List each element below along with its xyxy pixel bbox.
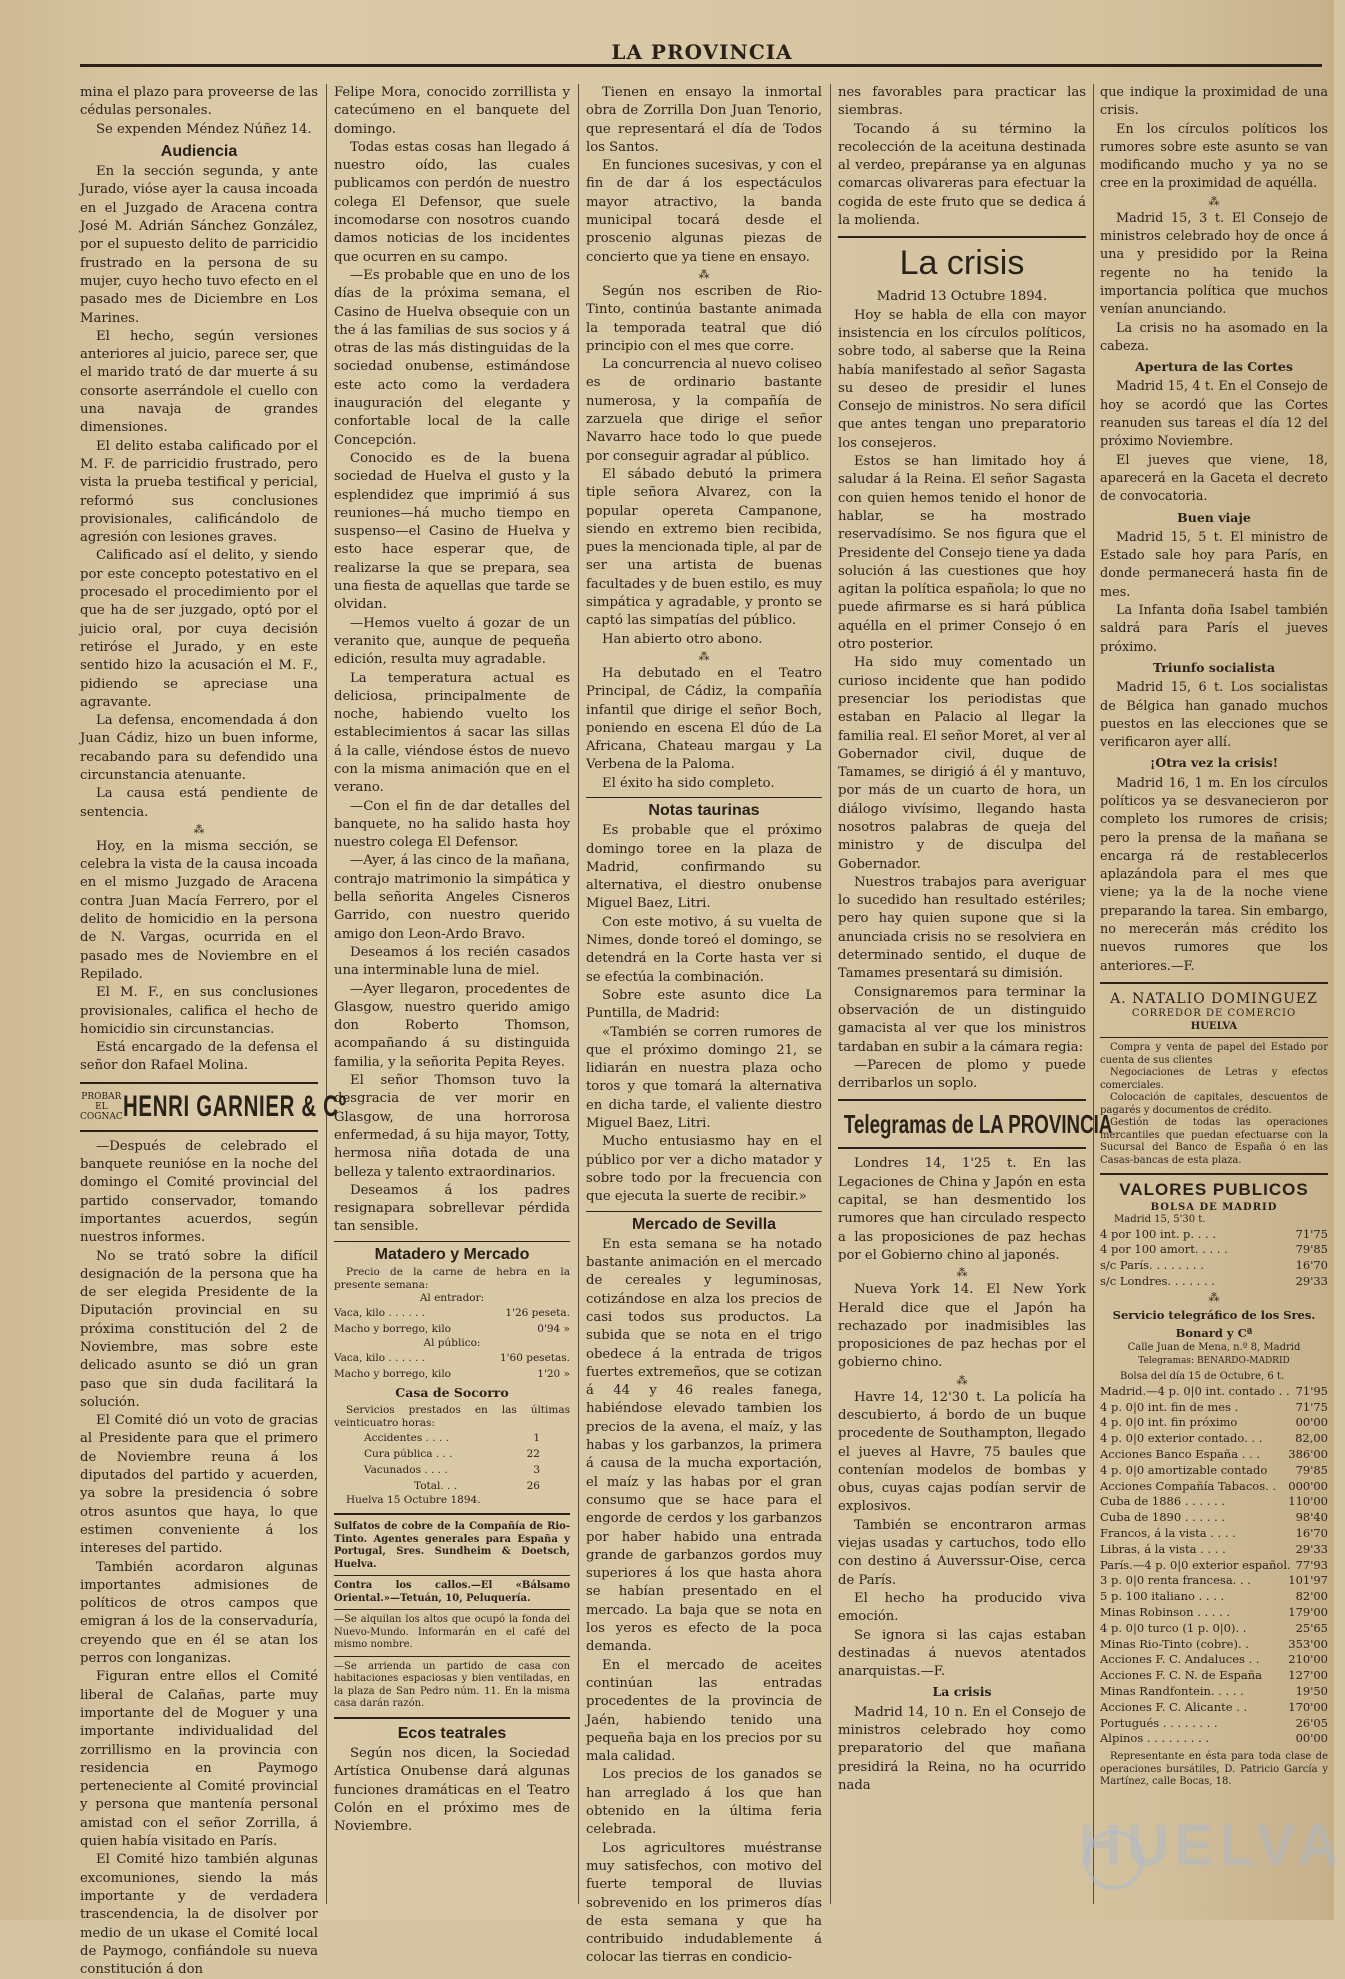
- column-separator: [1093, 84, 1094, 1904]
- paragraph: Los precios de los ganados se han arreglado á los que han obtenido en la última feria celebrada.: [586, 1767, 822, 1838]
- bolsa-table: [1100, 1227, 1328, 1290]
- quote-value: 210'00: [1288, 1652, 1328, 1667]
- paragraph: Tocando á su término la recolección de la aceituna destinada al verdeo, prepáranse ya en algunas comarcas olivareras para efectuar la cogida de este fruto que se dedica á la molienda.: [838, 121, 1086, 229]
- dateline: Huelva 15 Octubre 1894.: [346, 1494, 481, 1507]
- quote-value: 110'00: [1288, 1494, 1328, 1509]
- paragraph: mina el plazo para proveerse de las cédulas personales.: [80, 85, 318, 119]
- cognac-advertisement: [80, 1089, 347, 1123]
- paragraph: —Después de celebrado el banquete reunióse en la noche del domingo el Comité provincial del partido conservador, tomando importantes acuerdos, según nuestros informes.: [80, 1138, 318, 1246]
- paragraph: La Infanta doña Isabel también saldrá para París el jueves próximo.: [1100, 603, 1328, 655]
- divider: [586, 797, 822, 798]
- paragraph: En la sección segunda, y ante Jurado, vióse ayer la causa incoada en el Juzgado de Aracena contra José M. Adrián Sánchez González, por el supuesto delito de parricidio frustrado en la persona de su mujer, cuyo hecho tuvo efecto en el pasado mes de Diciembre en Los Marines.: [80, 164, 318, 326]
- price-value: 1'26 peseta.: [505, 1307, 570, 1319]
- divider: [334, 1513, 570, 1515]
- quote-value: 386'00: [1288, 1447, 1328, 1462]
- paragraph: En el mercado de aceites continúan las entradas procedentes de la provincia de Jaén, habiendo tenido una pequeña baja en los precios por su mala calidad.: [586, 1657, 822, 1765]
- paragraph: Estos se han limitado hoy á saludar á la Reina. El señor Sagasta con quien hemos tenido el honor de hablar, se ha mostrado reservadísimo. Se nos figura que el Presidente del Consejo tiene ya dada solución á las cuestiones que hoy agitan la política española; lo que no puede afirmarse es si hará pública aquélla en el primer Consejo ó en otro posterior.: [838, 454, 1086, 653]
- paragraph: Se ignora si las cajas estaban destinadas á nuevos atentados anarquistas.—F.: [838, 1627, 1086, 1680]
- divider: [1100, 1037, 1328, 1038]
- quote-value: 00'00: [1295, 1415, 1328, 1430]
- quote-value: 101'97: [1288, 1573, 1328, 1588]
- quote-label: 4 p. 0|0 amortizable contado: [1100, 1462, 1268, 1477]
- section-heading-otra-crisis: ¡Otra vez la crisis!: [1149, 755, 1279, 771]
- price-label: Macho y borrego, kilo: [334, 1323, 451, 1335]
- divider: [838, 1147, 1086, 1149]
- telegraph-service-heading: Servicio telegráfico de los Sres. Bonard y Cª: [1112, 1307, 1316, 1341]
- paragraph: Deseamos á los recién casados una interminable luna de miel.: [334, 944, 570, 979]
- paragraph: Sobre este asunto dice La Puntilla, de Madrid:: [586, 987, 822, 1022]
- quote-value: 77'93: [1295, 1557, 1328, 1572]
- quote-row: [1100, 1400, 1328, 1416]
- divider: [80, 1082, 318, 1084]
- quote-row: [1100, 1227, 1328, 1243]
- bolsa-heading: BOLSA DE MADRID: [1150, 1201, 1278, 1213]
- section-heading-crisis: La crisis: [899, 244, 1025, 283]
- paragraph: nes favorables para practicar las siembras.: [838, 85, 1086, 119]
- divider: [334, 1609, 570, 1610]
- paragraph: —Parecen de plomo y puede derribarlos un soplo.: [838, 1057, 1086, 1092]
- quote-label: Cuba de 1886 . . . . . .: [1100, 1494, 1226, 1509]
- section-heading-cortes: Apertura de las Cortes: [1135, 359, 1293, 375]
- stat-total-row: [334, 1478, 570, 1494]
- quote-label: Acciones Banco España . . .: [1100, 1447, 1261, 1462]
- telegraph-address: Calle Juan de Mena, n.º 8, Madrid: [1127, 1342, 1301, 1354]
- ad-broker-name: A. NATALIO DOMINGUEZ: [1110, 990, 1318, 1007]
- section-heading-mercado: Mercado de Sevilla: [631, 1215, 777, 1233]
- quote-row: [1100, 1668, 1328, 1684]
- quote-label: 4 p. 0|0 turco (1 p. 0|0). .: [1100, 1620, 1247, 1635]
- quote-value: 16'70: [1295, 1526, 1328, 1540]
- divider: [334, 1241, 570, 1242]
- asterism-divider: ⁂: [698, 267, 710, 281]
- paragraph: El Comité dió un voto de gracias al Presidente para que el primero de Noviembre reuna á los diputados del partido y acuerden, ya sobre la presidencia ó sobre otros asuntos que haya, lo que estimen conveniente á los intereses del partido.: [80, 1413, 318, 1557]
- quote-label: 4 p. 0|0 int. fin de mes .: [1100, 1399, 1239, 1414]
- paragraph: que indique la proximidad de una crisis.: [1100, 85, 1328, 119]
- stat-row: [334, 1430, 570, 1446]
- stat-row: [334, 1446, 570, 1462]
- quote-label: Minas Rio-Tinto (cobre). .: [1100, 1636, 1249, 1651]
- section-heading-taurinas: Notas taurinas: [648, 801, 760, 819]
- ad-line: Compra y venta de papel del Estado por cuenta de sus clientes: [1100, 1042, 1328, 1066]
- socorro-intro: Servicios prestados en las últimas veinticuatro horas:: [334, 1404, 570, 1430]
- divider: [334, 1656, 570, 1657]
- quote-label: Cuba de 1890 . . . . . .: [1100, 1510, 1226, 1525]
- classified-ad: —Se alquilan los altos que ocupó la fonda del Nuevo-Mundo. Informarán en el café del mismo nombre.: [334, 1614, 570, 1651]
- quote-value: 79'85: [1295, 1242, 1328, 1257]
- price-value: 1'60 pesetas.: [499, 1352, 570, 1364]
- paragraph: La causa está pendiente de sentencia.: [80, 786, 318, 820]
- paragraph: Madrid 15, 4 t. En el Consejo de hoy se acordó que las Cortes reanuden sus tareas el día 12 del próximo Noviembre.: [1100, 379, 1328, 450]
- quote-label: Portugués . . . . . . . .: [1100, 1715, 1218, 1730]
- quote-row: [1100, 1731, 1328, 1747]
- paragraph: Según nos escriben de Rio-Tinto, continúa bastante animada la temporada teatral que dió principio con el mes que corre.: [586, 283, 822, 354]
- paragraph: La concurrencia al nuevo coliseo es de ordinario bastante numerosa, y la compañía de zarzuela que dirige el señor Navarro hace todo lo que puede por conseguir agradar al público.: [586, 357, 822, 464]
- stat-label: Accidentes . . . .: [364, 1432, 449, 1445]
- quote-row: [1100, 1510, 1328, 1526]
- section-heading-telegramas: Telegramas de LA PROVINCIA: [843, 1109, 1113, 1140]
- ad-line: Colocación de capitales, descuentos de pagarés y documentos de crédito.: [1100, 1092, 1328, 1116]
- telegraph-cable: Telegramas: BENARDO-MADRID: [1138, 1355, 1290, 1366]
- ad-brand: HENRI GARNIER & Cº: [122, 1089, 347, 1123]
- price-row: [334, 1305, 570, 1321]
- quote-value: 170'00: [1288, 1699, 1328, 1714]
- asterism-divider: ⁂: [956, 1266, 968, 1280]
- stat-label: Vacunados . . . .: [364, 1464, 448, 1477]
- paragraph: Con este motivo, á su vuelta de Nimes, donde toreó el domingo, se detendrá en la Corte hasta ver si se efectúa la combinación.: [586, 914, 822, 985]
- column-separator: [578, 84, 579, 1904]
- paragraph: También se encontraron armas viejas usadas y cartuchos, todo ello con destino á Auverssur-Oise, cerca de París.: [838, 1517, 1086, 1588]
- quote-label: Madrid.—4 p. 0|0 int. contado . .: [1100, 1383, 1290, 1398]
- paragraph: Nuestros trabajos para averiguar lo sucedido han resultado estériles; pero hay quien supone que si la anunciada crisis no se resolviera en determinado sentido, el duque de Tamames presentará su dimisión.: [838, 874, 1086, 982]
- stat-value: 3: [533, 1464, 540, 1477]
- quote-value: 26'05: [1295, 1715, 1328, 1730]
- column-1: [80, 84, 347, 1978]
- paragraph: El hecho, según versiones anteriores al juicio, parece ser, que el marido trató de dar muerte á su consorte aserrándole el cuello con una navaja de grandes dimensiones.: [80, 328, 318, 436]
- asterism-divider: ⁂: [698, 649, 710, 663]
- paragraph: Madrid 15, 6 t. Los socialistas de Bélgica han ganado muchos puestos en las elecciones que se verificaron ayer allí.: [1100, 680, 1328, 751]
- column-5: [1100, 84, 1328, 1904]
- paragraph: El delito estaba calificado por el M. F. de parricidio frustrado, pero vista la prueba testifical y pericial, reformó sus conclusiones provisionales, calificándolo de agresión con lesiones graves.: [80, 438, 318, 546]
- stat-value: 26: [526, 1480, 540, 1493]
- quote-label: Francos, á la vista . . . .: [1100, 1526, 1236, 1540]
- masthead: LA PROVINCIA: [611, 40, 793, 64]
- paragraph: Calificado así el delito, y siendo por este concepto potestativo en el procesado el procedimiento por el que ha de ser juzgado, optó por el juicio oral, por cuya decisión retiróse el Jurado, y en este sentido hizo la acusación el M. F., pidiendo se apreciase una agravante.: [80, 548, 318, 710]
- divider: [80, 1130, 318, 1132]
- ad-tagline: PROBAR EL COGNAC: [80, 1091, 123, 1122]
- price-row: [334, 1350, 570, 1366]
- divider: [334, 1717, 570, 1719]
- quote-row: [1100, 1447, 1328, 1463]
- column-3: [586, 84, 822, 1966]
- paragraph: Figuran entre ellos el Comité liberal de Calañas, parte muy importante del de Moguer y una importante individualidad del zorrillismo en la provincia con residencia en Paymogo perteneciente al Comité provincial y persona que mantenía personal amistad con el señor Zorrilla, á quien había visitado en París.: [80, 1669, 318, 1850]
- archive-watermark: HUELVA: [1079, 1813, 1345, 1878]
- quote-label: 4 p. 0|0 int. fin próximo: [1100, 1415, 1238, 1430]
- quote-row: [1100, 1242, 1328, 1258]
- price-row: [334, 1366, 570, 1382]
- section-heading-matadero: Matadero y Mercado: [374, 1245, 530, 1263]
- quote-label: 3 p. 0|0 renta francesa. . .: [1100, 1573, 1251, 1588]
- paragraph: No se trató sobre la difícil designación de la persona que ha de ser elegida Presidente de la Diputación provincial en su próxima constitución del 2 de Noviembre, mas sobre este delicado asunto se dió un gran paso que sin duda facilitará la solución.: [80, 1248, 318, 1410]
- paragraph: Madrid 14, 10 n. En el Consejo de ministros celebrado hoy como preparatorio del que mañana presidirá la Reina, no ha ocurrido nada: [838, 1704, 1086, 1793]
- quote-row: [1100, 1415, 1328, 1431]
- quote-value: 19'50: [1295, 1683, 1328, 1698]
- paragraph: Conocido es de la buena sociedad de Huelva el gusto y la esplendidez que imprimió á sus reuniones—há mucho tiempo en suspenso—el Casino de Huelva y esto hace esperar que, de realizarse la que se prepara, sea una fiesta de aquellas que tarde se olvidan.: [334, 450, 570, 613]
- paragraph: La defensa, encomendada á don Juan Cádiz, hizo un buen informe, recabando para su defendido una circunstancia atenuante.: [80, 713, 318, 783]
- paragraph: El señor Thomson tuvo la desgracia de ver morir en Glasgow, de una horrorosa enfermedad, á su hija mayor, Totty, hermosa niña dotada de una belleza y talento extraordinarios.: [334, 1073, 570, 1180]
- divider: [1100, 1173, 1328, 1175]
- divider: [334, 1575, 570, 1576]
- paragraph: El M. F., en sus conclusiones provisionales, califica el hecho de homicidio sin circunstancias.: [80, 985, 318, 1037]
- quote-label: s/c París. . . . . . . .: [1100, 1258, 1204, 1273]
- column-4: [838, 84, 1113, 1904]
- quote-row: [1100, 1589, 1328, 1605]
- stat-label: Cura pública . . .: [364, 1448, 453, 1461]
- quote-row: [1100, 1605, 1328, 1621]
- quote-row: [1100, 1573, 1328, 1589]
- paragraph: La crisis no ha asomado en la cabeza.: [1100, 320, 1328, 354]
- divider: [586, 1211, 822, 1212]
- paragraph: En funciones sucesivas, y con el fin de dar á los espectáculos mayor atractivo, la banda municipal tocará desde el proscenio algunas piezas de concierto que ya tiene en ensayo.: [586, 158, 822, 265]
- paragraph: Madrid 15, 5 t. El ministro de Estado sale hoy para París, en donde permanecerá hasta fin de mes.: [1100, 529, 1328, 600]
- paragraph: Madrid 16, 1 m. En los círculos políticos ya se desvanecieron por completo los rumores de crisis; pero la prensa de la mañana se encarga rá de restablecerlos aplazándola para el mes que viene; ya la de la noche viene preparando la tarea. Sin embargo, no merecerán más crédito los nuevos rumores que los anteriores.—F.: [1100, 775, 1328, 974]
- quote-row: [1100, 1274, 1328, 1290]
- column-2: [334, 84, 570, 1904]
- paragraph: Los agricultores muéstranse muy satisfechos, con motivo del fuerte temporal de lluvias sobrevenido en los primeros días de esta semana y que ha contribuido indudablemente á colocar las tierras en condicio-: [586, 1840, 822, 1966]
- asterism-divider: ⁂: [1208, 1290, 1220, 1304]
- section-heading-socorro: Casa de Socorro: [395, 1385, 509, 1400]
- paragraph: Ha debutado en el Teatro Principal, de Cádiz, la compañía infantil que dirige el señor Boch, poniendo en escena El dúo de La Africana, Chateau margau y La Verbena de la Paloma.: [586, 665, 822, 773]
- quote-value: 00'00: [1295, 1731, 1328, 1746]
- ad-broker-city: HUELVA: [1190, 1020, 1238, 1032]
- section-heading-valores: VALORES PUBLICOS: [1119, 1180, 1309, 1200]
- quote-label: Libras, á la vista . . . .: [1100, 1541, 1226, 1556]
- asterism-divider: ⁂: [193, 822, 205, 836]
- quote-value: 71'75: [1295, 1399, 1328, 1414]
- paragraph: En los círculos políticos los rumores sobre este asunto se van modificando mucho y ya no se cree en la proximidad de aquélla.: [1100, 121, 1328, 192]
- stat-value: 22: [526, 1448, 540, 1461]
- market-subheading: Al público:: [423, 1337, 481, 1349]
- quote-label: Minas Randfontein. . . . .: [1100, 1683, 1244, 1698]
- quote-row: [1100, 1479, 1328, 1495]
- paragraph: Mucho entusiasmo hay en el público por ver a dicho matador y sobre todo por la frecuencia con que ejecuta la suerte de recibir.»: [586, 1134, 822, 1205]
- quote-value: 71'95: [1295, 1383, 1328, 1398]
- section-heading-audiencia: Audiencia: [160, 142, 238, 160]
- quotes-table: [1100, 1384, 1328, 1747]
- masthead-rule: [80, 64, 1322, 67]
- paragraph: El éxito ha sido completo.: [602, 775, 775, 791]
- price-label: Vaca, kilo . . . . . .: [334, 1352, 426, 1364]
- paragraph: Deseamos á los padres resignapara sobrellevar pérdida tan sensible.: [334, 1182, 570, 1235]
- classified-ad: Sulfatos de cobre de la Compañía de Rio-Tinto. Agentes generales para España y Portugal, Sres. Sundheim & Doetsch, Huelva.: [334, 1521, 570, 1570]
- quote-row: [1100, 1652, 1328, 1668]
- paragraph: —Ayer llegaron, procedentes de Glasgow, nuestro querido amigo don Roberto Thomson, acompañando á su distinguida familia, y la señorita Pepita Reyes.: [334, 981, 570, 1070]
- quote-label: Acciones Compañía Tabacos. .: [1100, 1478, 1277, 1493]
- quote-label: 4 p. 0|0 exterior contado. . .: [1100, 1431, 1263, 1446]
- quote-row: [1100, 1258, 1328, 1274]
- price-value: 1'20 »: [537, 1368, 570, 1380]
- quote-label: 5 p. 100 italiano . . . .: [1100, 1589, 1225, 1604]
- paragraph: Madrid 15, 3 t. El Consejo de ministros celebrado hoy de once á una y presidido por la Reina regente no ha tenido la importancia política que muchos venían anunciando.: [1100, 210, 1328, 318]
- paragraph: Han abierto otro abono.: [602, 631, 763, 647]
- paragraph: Se expenden Méndez Núñez 14.: [96, 121, 312, 137]
- section-heading-viaje: Buen viaje: [1177, 509, 1251, 525]
- quote-label: Alpinos . . . . . . . . .: [1100, 1731, 1210, 1746]
- divider: [838, 1099, 1086, 1101]
- quote-row: [1100, 1716, 1328, 1732]
- paragraph: El sábado debutó la primera tiple señora Alvarez, con la popular opereta Campanone, siendo en extremo bien recibida, pues la mencionada tiple, al par de ser una artista de buenas facultades y de buen estilo, es muy simpática y agradable, y pronto se captó las simpatías del público.: [586, 466, 822, 629]
- paragraph: —Hemos vuelto á gozar de un veranito que, aunque de pequeña edición, resulta muy agradable.: [334, 615, 570, 668]
- stat-value: 1: [533, 1432, 540, 1445]
- paragraph: El Comité hizo también algunas excomuniones, siendo la más importante y de verdadera trascendencia, la de disolver por medio de un ukase el Comité local de Paymogo, confiándole su nueva constitución á don: [80, 1852, 318, 1978]
- paragraph: Es probable que el próximo domingo toree en la plaza de Madrid, confirmando su alternativa, el diestro onubense Miguel Baez, Litri.: [586, 823, 822, 912]
- column-separator: [326, 84, 327, 1904]
- paragraph: El hecho ha producido viva emoción.: [838, 1590, 1086, 1625]
- quote-label: Minas Robinson . . . . .: [1100, 1604, 1231, 1619]
- paragraph: —Es probable que en uno de los días de la próxima semana, el Casino de Huelva obsequie con un the á las familias de sus socios y á otras de las más distinguidas de la sociedad onubense, estimándose este acto como la verdadera inauguración del elegante y confortable local de la calle Concepción.: [334, 267, 570, 448]
- quote-value: 16'70: [1295, 1258, 1328, 1273]
- paragraph: Todas estas cosas han llegado á nuestro oído, las cuales publicamos con perdón de nuestro colega El Defensor, que suele incomodarse con nosotros cuando damos noticias de los incidentes que ocurren en su campo.: [334, 139, 570, 265]
- stat-label: Total. . .: [414, 1480, 458, 1493]
- market-intro: Precio de la carne de hebra en la presente semana:: [334, 1266, 570, 1291]
- price-value: 0'94 »: [537, 1323, 570, 1335]
- paragraph: Ha sido muy comentado un curioso incidente que han podido presenciar los periodistas que estaban en Palacio al llegar la familia real. El señor Moret, al ver al Gobernador civil, duque de Tamames, se dirigió á él y mantuvo, por más de un cuarto de hora, un diálogo vivísimo, llegando hasta nosotros palabras de queja del ministro y de disculpa del Gobernador.: [838, 655, 1086, 872]
- quote-value: 127'00: [1288, 1668, 1328, 1683]
- quote-label: 4 por 100 int. p. . . .: [1100, 1226, 1216, 1241]
- price-row: [334, 1321, 570, 1337]
- section-heading-triunfo: Triunfo socialista: [1152, 659, 1276, 675]
- asterism-divider: ⁂: [956, 1373, 968, 1387]
- paragraph: Tienen en ensayo la inmortal obra de Zorrilla Don Juan Tenorio, que representará el día de Todos los Santos.: [586, 85, 822, 155]
- section-heading-crisis-2: La crisis: [932, 1684, 992, 1700]
- quote-row: [1100, 1684, 1328, 1700]
- quote-label: Acciones F. C. Andaluces . .: [1100, 1652, 1260, 1667]
- paragraph: —Con el fin de dar detalles del banquete, no ha salido hasta hoy nuestro colega El Defensor.: [334, 798, 570, 851]
- paragraph: Felipe Mora, conocido zorrillista y catecúmeno en el banquete del domingo.: [334, 85, 570, 137]
- quote-label: s/c Londres. . . . . . .: [1100, 1273, 1215, 1288]
- quote-row: [1100, 1431, 1328, 1447]
- paragraph: Hoy se habla de ella con mayor insistencia en los círculos políticos, sobre todo, al saberse que la Reina había manifestado al señor Sagasta su deseo de presidir el lunes Consejo de ministros. No sera difícil que antes tengan uno preparatorio los consejeros.: [838, 307, 1086, 451]
- ad-line: Gestión de todas las operaciones mercantiles que puedan efectuarse con la Sucursal del Banco de España ó en las Casas-bancas de esta plaza.: [1100, 1117, 1328, 1166]
- quote-value: 000'00: [1288, 1478, 1328, 1493]
- price-label: Macho y borrego, kilo: [334, 1368, 451, 1380]
- paragraph: Hoy, en la misma sección, se celebra la vista de la causa incoada en el mismo Juzgado de Aracena contra Juan Macía Ferrero, por el delito de homicidio en la persona de N. Vargas, ocurrida en el pasado mes de Noviembre en el Repilado.: [80, 838, 318, 982]
- ad-line: Negociaciones de Letras y efectos comerciales.: [1100, 1067, 1328, 1091]
- quote-label: París.—4 p. 0|0 exterior español.: [1100, 1557, 1291, 1572]
- quote-value: 179'00: [1288, 1604, 1328, 1619]
- ad-broker-title: CORREDOR DE COMERCIO: [1131, 1008, 1297, 1020]
- paragraph: Consignaremos para terminar la observación de un distinguido gamacista al ver que los ministros tardaban en subir a la cámara regia:: [838, 984, 1086, 1055]
- asterism-divider: ⁂: [1208, 194, 1220, 208]
- paragraph: También acordaron algunas importantes admisiones de políticos de otros campos que emigran á los de la conservaduría, creyendo que en él se atan los perros con longanizas.: [80, 1559, 318, 1667]
- quote-value: 79'85: [1295, 1462, 1328, 1477]
- paragraph: En esta semana se ha notado bastante animación en el mercado de cereales y leguminosas, cotizándose en alza los precios de casi todos sus productos. La subida que se nota en el trigo obedece á la entrada de trigos fuertes extremeños, que se cotizan á 44 y 46 reales fanega, habiéndose elevado tambien los precios de la avena, el maíz, y las habas y los garbanzos, la primera á causa de la mucha exportación, el maíz y las habas por el gran consumo que se hace para el engorde de cerdos y los garbanzos por haber habido una entrada grande de garbanzos gordos muy superiores á los que hasta ahora se habían presentado en el mercado. La baja que se nota en los yeros es efecto de la poca demanda.: [586, 1236, 822, 1655]
- quote-label: Acciones F. C. Alicante . .: [1100, 1699, 1248, 1714]
- quote-row: [1100, 1621, 1328, 1637]
- quote-value: 25'65: [1295, 1620, 1328, 1635]
- quote-label: Acciones F. C. N. de España: [1100, 1668, 1262, 1683]
- quote-value: 353'00: [1288, 1636, 1328, 1651]
- quote-row: [1100, 1384, 1328, 1400]
- paragraph: —Ayer, á las cinco de la mañana, contrajo matrimonio la simpática y bella señorita Angeles Cisneros Garrido, con nuestro querido amigo don Leon-Ardo Bravo.: [334, 853, 570, 942]
- classified-ad: Contra los callos.—El «Bálsamo Oriental.»—Tetuán, 10, Peluquería.: [334, 1580, 570, 1604]
- paragraph: Según nos dicen, la Sociedad Artística Onubense dará algunas funciones dramáticas en el Teatro Colón en el próximo mes de Noviembre.: [334, 1746, 570, 1835]
- quote-row: [1100, 1637, 1328, 1653]
- price-label: Vaca, kilo . . . . . .: [334, 1307, 426, 1319]
- paragraph: Havre 14, 12'30 t. La policía ha descubierto, á bordo de un buque procedente de Southampton, llegado el jueves al Havre, 75 baules que contenían modelos de bombas y obus, cuyas cajas podían servir de explosivos.: [838, 1389, 1086, 1515]
- quote-value: 82,00: [1295, 1431, 1328, 1446]
- column-separator: [830, 84, 831, 1904]
- quote-row: [1100, 1542, 1328, 1558]
- classified-ad: —Se arrienda un partido de casa con habitaciones espaciosas y bien ventiladas, en la plaza de San Pedro núm. 11. En la misma casa darán razón.: [334, 1660, 570, 1710]
- quote-row: [1100, 1494, 1328, 1510]
- quote-value: 98'40: [1295, 1510, 1328, 1525]
- bolsa-date: Madrid 15, 5'30 t.: [1114, 1214, 1206, 1226]
- dateline: Madrid 13 Octubre 1894.: [876, 289, 1048, 305]
- quote-label: 4 por 100 amort. . . . .: [1100, 1242, 1228, 1257]
- quote-value: 82'00: [1295, 1589, 1328, 1604]
- paragraph: La temperatura actual es deliciosa, principalmente de noche, habiendo vuelto los establecimientos á sacar las sillas á la calle, viéndose éstos de nuevo con la misma animación que en el verano.: [334, 670, 570, 796]
- market-subheading: Al entrador:: [419, 1292, 485, 1304]
- quote-value: 71'75: [1295, 1226, 1328, 1241]
- bolsa-day-date: Bolsa del día 15 de Octubre, 6 t.: [1120, 1371, 1285, 1383]
- representative-note: Representante en ésta para toda clase de operaciones bursátiles, D. Patricio García y Martínez, calle Bocas, 18.: [1100, 1751, 1328, 1788]
- section-heading-ecos: Ecos teatrales: [397, 1724, 507, 1742]
- stat-row: [334, 1462, 570, 1478]
- paragraph: «También se corren rumores de que el próximo domingo 21, se lidiarán en nuestra plaza ocho toros y que tomará la alternativa en dicha tarde, el valiente diestro Miguel Baez, Litri.: [586, 1024, 822, 1132]
- paragraph: Nueva York 14. El New York Herald dice que el Japón ha rechazado por inadmisibles las proposiciones de paz hechas por el gobierno chino.: [838, 1282, 1086, 1371]
- quote-row: [1100, 1526, 1328, 1542]
- divider: [1100, 982, 1328, 984]
- quote-row: [1100, 1463, 1328, 1479]
- paragraph: Londres 14, 1'25 t. En las Legaciones de China y Japón en esta capital, se han desmentido los rumores que han circulado respecto a las proposiciones de paz hechas por el Gobierno chino al japonés.: [838, 1156, 1086, 1263]
- quote-value: 29'33: [1295, 1273, 1328, 1288]
- quote-row: [1100, 1700, 1328, 1716]
- divider: [838, 236, 1086, 238]
- quote-value: 29'33: [1295, 1541, 1328, 1556]
- quote-row: [1100, 1558, 1328, 1574]
- paragraph: El jueves que viene, 18, aparecerá en la Gaceta el decreto de convocatoria.: [1100, 452, 1328, 505]
- paragraph: Está encargado de la defensa el señor don Rafael Molina.: [80, 1040, 318, 1074]
